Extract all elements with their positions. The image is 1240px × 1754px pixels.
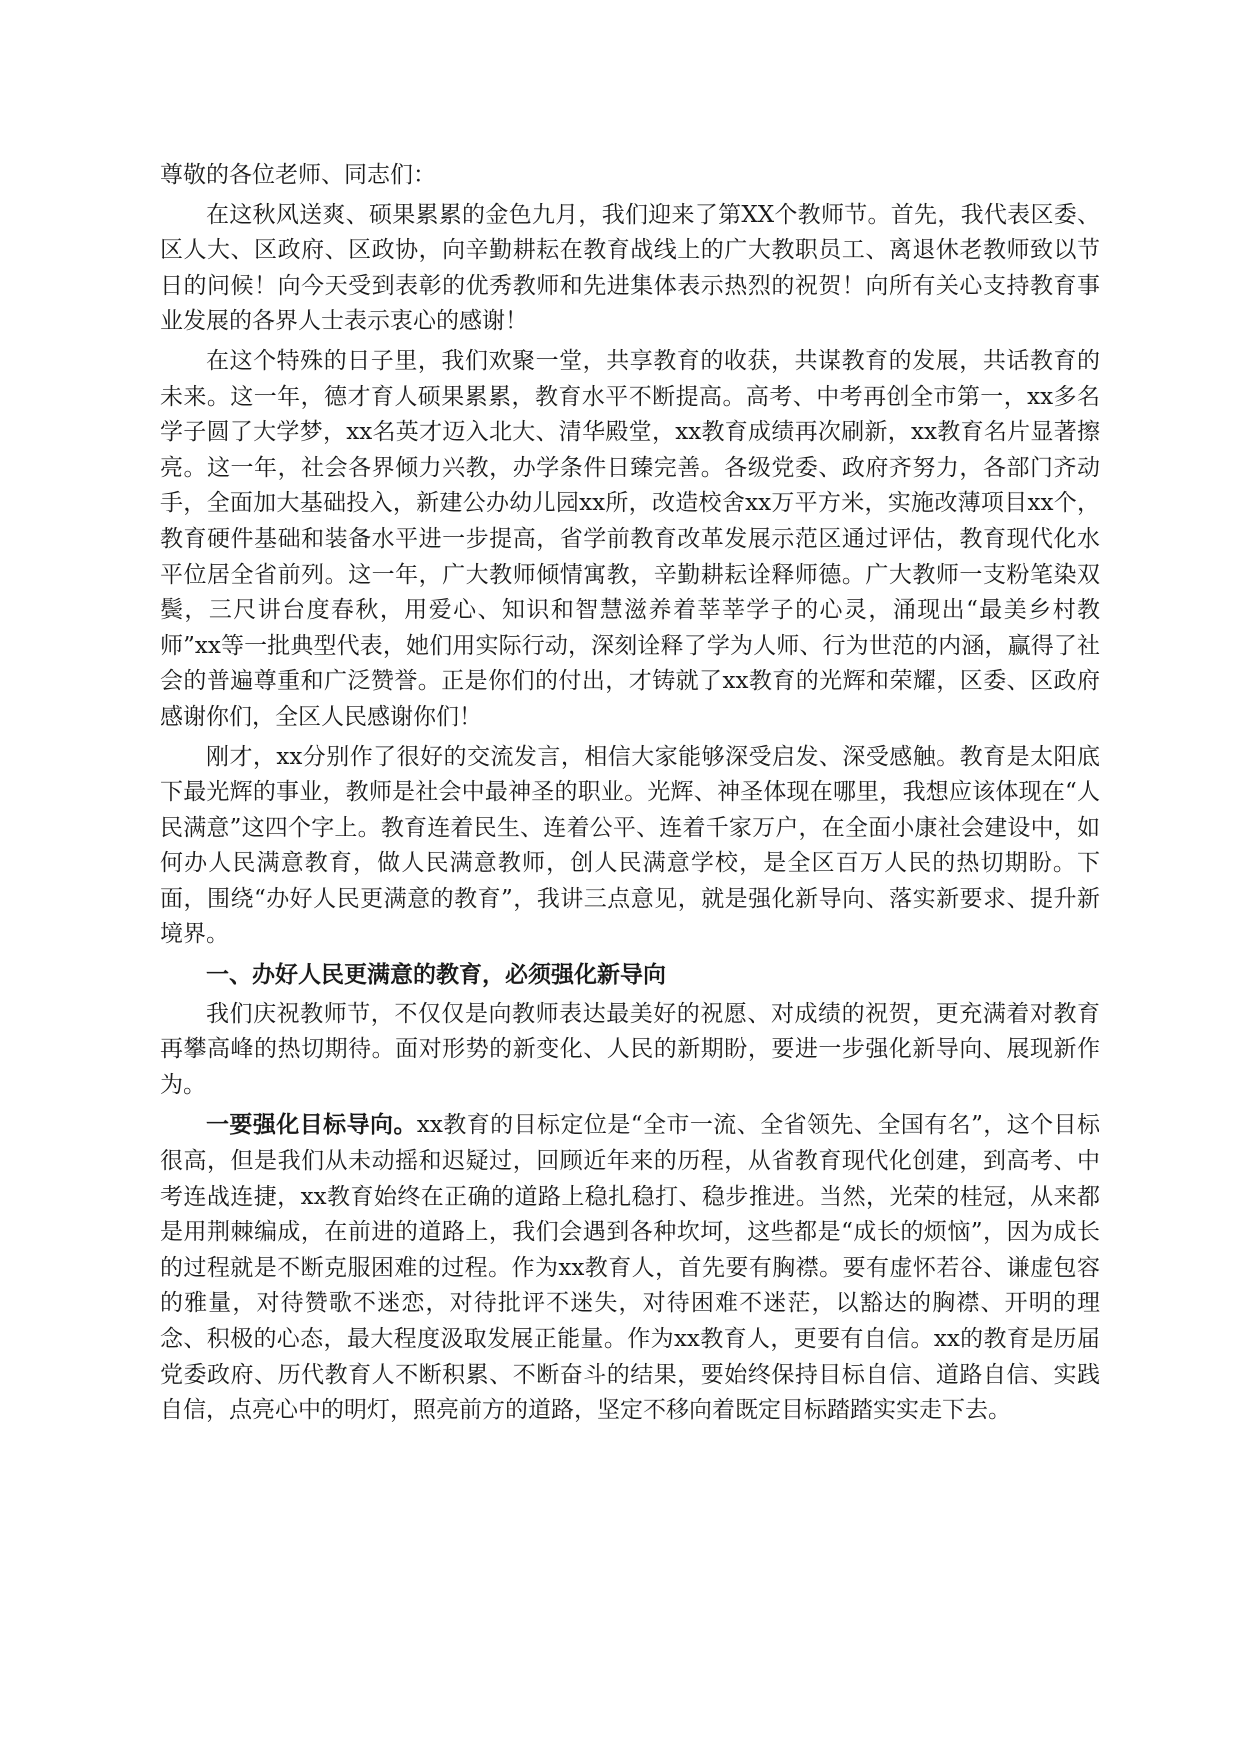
point-text: xx教育的目标定位是“全市一流、全省领先、全国有名”，这个目标很高，但是我们从未动摇和迟疑过，回顾近年来的历程，从省教育现代化创建，到高考、中考连战连捷，xx教育始终在正确的道路上稳扎稳打、稳步推进。当然，光荣的桂冠，从来都是用荆棘编成，在前进的道路上，我们会遇到各种坎坷，这些都是“成长的烦恼”，因为成长的过程就是不断克服困难的过程。作为xx教育人，首先要有胸襟。要有虚怀若谷、谦虚包容的雅量，对待赞歌不迷恋，对待批评不迷失，对待困难不迷茫，以豁达的胸襟、开明的理念、积极的心态，最大程度汲取发展正能量。作为xx教育人，更要有自信。xx的教育是历届党委政府、历代教育人不断积累、不断奋斗的结果，要始终保持目标自信、道路自信、实践自信，点亮心中的明灯，照亮前方的道路，坚定不移向着既定目标踏踏实实走下去。: [160, 1112, 1100, 1424]
salutation: 尊敬的各位老师、同志们：: [160, 162, 436, 188]
paragraph-satisfaction: 刚才，xx分别作了很好的交流发言，相信大家能够深受启发、深受感触。教育是太阳底下最光辉的事业，教师是社会中最神圣的职业。光辉、神圣体现在哪里，我想应该体现在“人民满意”这四个字上。教育连着民生、连着公平、连着千家万户，在全面小康社会建设中，如何办人民满意教育，做人民满意教师，创人民满意学校，是全区百万人民的热切期盼。下面，围绕“办好人民更满意的教育”，我讲三点意见，就是强化新导向、落实新要求、提升新境界。: [160, 743, 1100, 948]
paragraph-greeting: 在这秋风送爽、硕果累累的金色九月，我们迎来了第XX个教师节。首先，我代表区委、区人大、区政府、区政协，向辛勤耕耘在教育战线上的广大教职员工、离退休老教师致以节日的问候！向今天受到表彰的优秀教师和先进集体表示热烈的祝贺！向所有关心支持教育事业发展的各界人士表示衷心的感谢！: [160, 201, 1100, 335]
paragraph-point-one: [160, 1107, 1100, 1428]
paragraph-section-intro: 我们庆祝教师节，不仅仅是向教师表达最美好的祝愿、对成绩的祝贺，更充满着对教育再攀高峰的热切期待。面对形势的新变化、人民的新期盼，要进一步强化新导向、展现新作为。: [160, 1000, 1100, 1098]
section-heading: 一、办好人民更满意的教育，必须强化新导向: [206, 961, 666, 989]
point-lead: 一要强化目标导向。: [206, 1111, 417, 1139]
paragraph-achievements: 在这个特殊的日子里，我们欢聚一堂，共享教育的收获，共谋教育的发展，共话教育的未来。这一年，德才育人硕果累累，教育水平不断提高。高考、中考再创全市第一，xx多名学子圆了大学梦，xx名英才迈入北大、清华殿堂，xx教育成绩再次刷新，xx教育名片显著擦亮。这一年，社会各界倾力兴教，办学条件日臻完善。各级党委、政府齐努力，各部门齐动手，全面加大基础投入，新建公办幼儿园xx所，改造校舍xx万平方米，实施改薄项目xx个，教育硬件基础和装备水平进一步提高，省学前教育改革发展示范区通过评估，教育现代化水平位居全省前列。这一年，广大教师倾情寓教，辛勤耕耘诠释师德。广大教师一支粉笔染双鬓，三尺讲台度春秋，用爱心、知识和智慧滋养着莘莘学子的心灵，涌现出“最美乡村教师”xx等一批典型代表，她们用实际行动，深刻诠释了学为人师、行为世范的内涵，赢得了社会的普遍尊重和广泛赞誉。正是你们的付出，才铸就了xx教育的光辉和荣耀，区委、区政府感谢你们，全区人民感谢你们！: [160, 347, 1100, 730]
speech-text: [160, 158, 1100, 1433]
